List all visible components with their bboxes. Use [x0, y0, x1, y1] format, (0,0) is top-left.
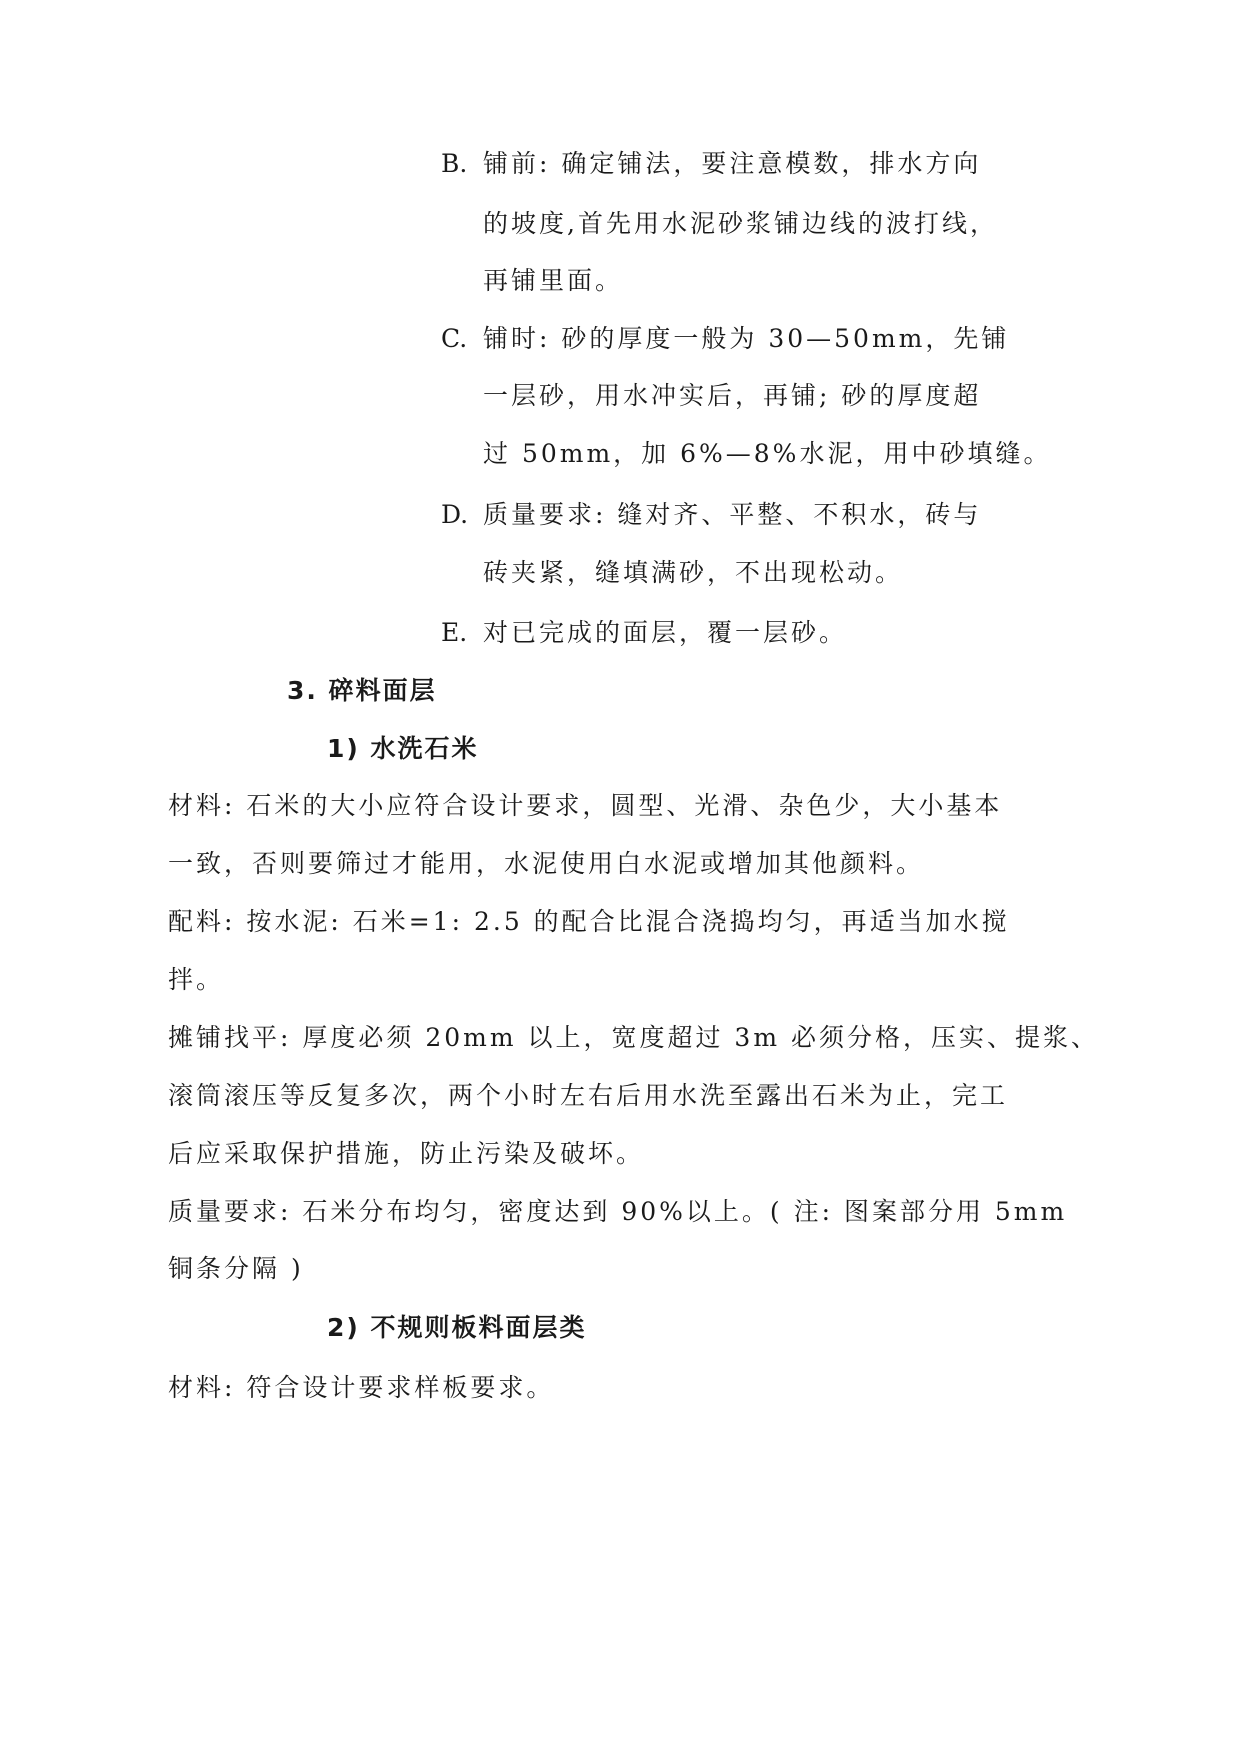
subsection-heading-1: 1) 水洗石米	[327, 734, 479, 763]
paragraph-line: 拌。	[168, 965, 225, 994]
list-text-b-line1: 铺前: 确定铺法，要注意模数，排水方向	[483, 149, 982, 178]
paragraph-line: 铜条分隔 )	[168, 1254, 304, 1283]
list-label-c: C.	[441, 324, 468, 353]
paragraph-line: 材料: 符合设计要求样板要求。	[168, 1373, 555, 1402]
paragraph-line: 一致，否则要筛过才能用，水泥使用白水泥或增加其他颜料。	[168, 849, 925, 878]
list-label-e: E.	[441, 618, 468, 647]
paragraph-line: 质量要求: 石米分布均匀，密度达到 90%以上。( 注: 图案部分用 5mm	[168, 1197, 1068, 1226]
paragraph-line: 后应采取保护措施，防止污染及破坏。	[168, 1139, 645, 1168]
list-text-c-line3: 过 50mm，加 6%—8%水泥，用中砂填缝。	[483, 439, 1052, 468]
list-text-d-line2: 砖夹紧，缝填满砂，不出现松动。	[483, 558, 904, 587]
paragraph-line: 滚筒滚压等反复多次，两个小时左右后用水洗至露出石米为止，完工	[168, 1081, 1009, 1110]
paragraph-line: 摊铺找平: 厚度必须 20mm 以上，宽度超过 3m 必须分格，压实、提浆、	[168, 1023, 1099, 1052]
list-text-d-line1: 质量要求: 缝对齐、平整、不积水，砖与	[483, 500, 982, 529]
paragraph-line: 配料: 按水泥: 石米=1: 2.5 的配合比混合浇捣均匀，再适当加水搅	[168, 907, 1010, 936]
list-text-b-line2: 的坡度,首先用水泥砂浆铺边线的波打线，	[483, 209, 998, 238]
list-text-e-line1: 对已完成的面层，覆一层砂。	[483, 618, 848, 647]
subsection-heading-2: 2) 不规则板料面层类	[327, 1313, 587, 1342]
list-label-b: B.	[441, 149, 468, 178]
paragraph-line: 材料: 石米的大小应符合设计要求，圆型、光滑、杂色少，大小基本	[168, 791, 1003, 820]
list-text-b-line3: 再铺里面。	[483, 266, 624, 295]
list-text-c-line1: 铺时: 砂的厚度一般为 30—50mm，先铺	[483, 324, 1010, 353]
section-heading: 3. 碎料面层	[287, 676, 437, 705]
list-text-c-line2: 一层砂，用水冲实后，再铺; 砂的厚度超	[483, 381, 982, 410]
list-label-d: D.	[441, 500, 469, 529]
